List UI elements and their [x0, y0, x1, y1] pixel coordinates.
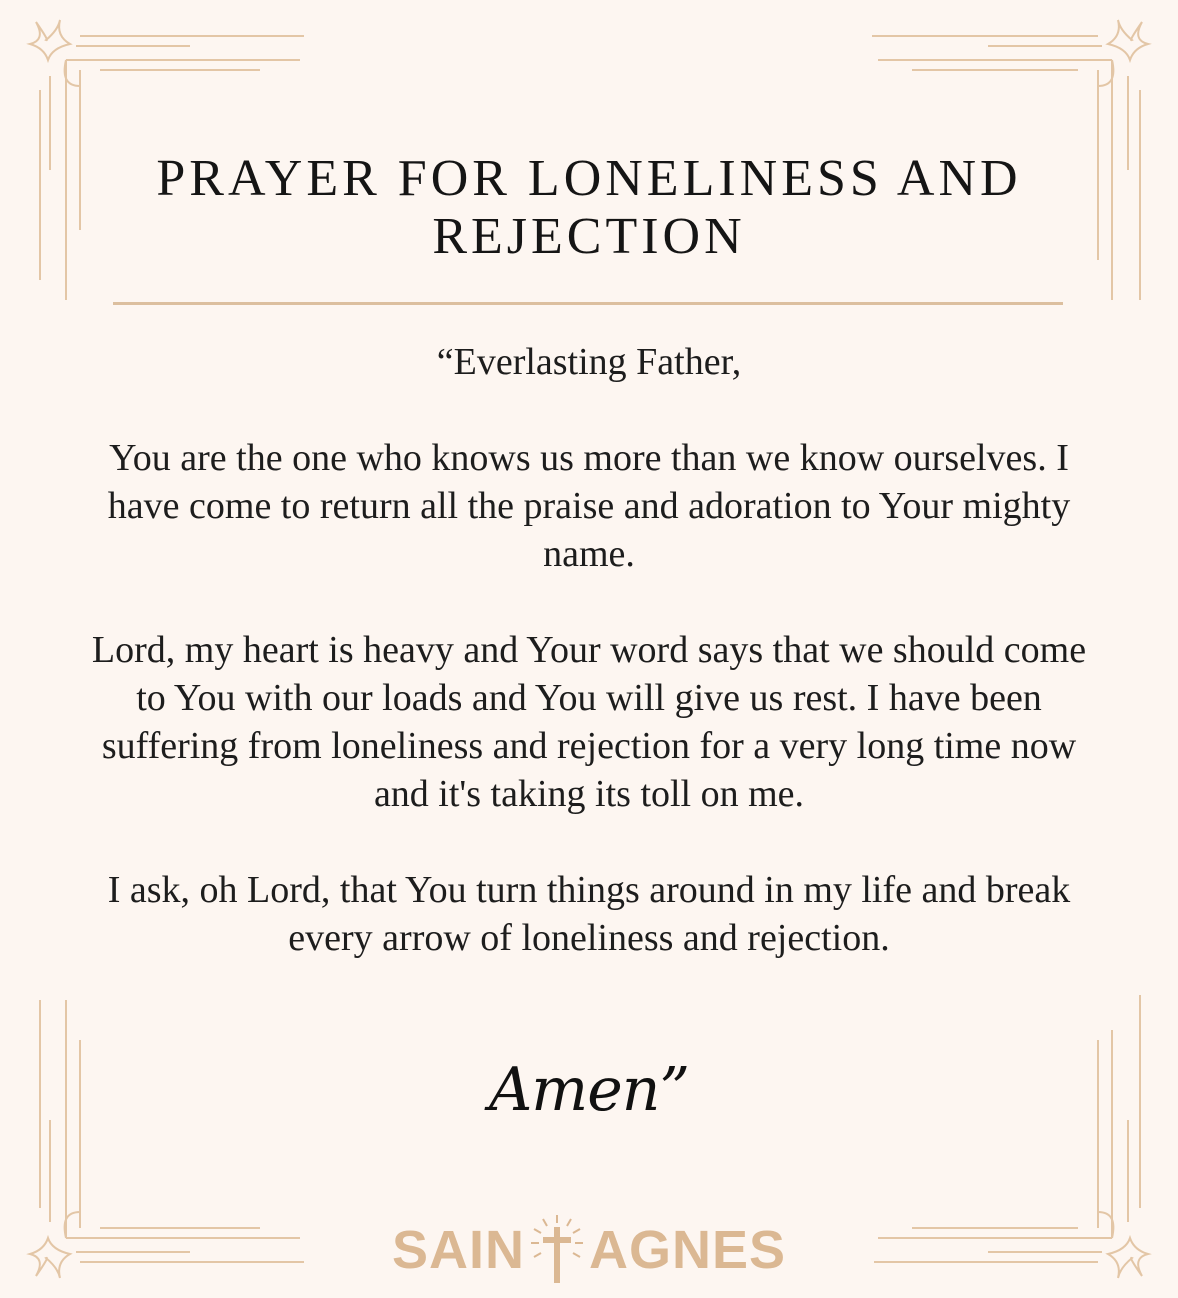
- title-divider: [113, 302, 1063, 305]
- prayer-paragraph-1: You are the one who knows us more than we know ourselves. I have come to return all the praise and adoration to Your mighty name.: [107, 437, 1071, 575]
- cross-sunburst-icon: [529, 1213, 585, 1287]
- page-title: PRAYER FOR LONELINESS AND REJECTION: [156, 150, 1022, 265]
- prayer-paragraph-2: Lord, my heart is heavy and Your word says that we should come to You with our loads and You will give us rest. I have been suffering from loneliness and rejection for a very long time now and it's taking its toll on me.: [91, 629, 1087, 815]
- prayer-body: [90, 338, 1088, 1010]
- prayer-opening: “Everlasting Father,: [436, 341, 742, 383]
- corner-ornament-bottom-right: [874, 995, 1148, 1278]
- brand-logo: [379, 1210, 799, 1290]
- prayer-paragraph-3: I ask, oh Lord, that You turn things around in my life and break every arrow of loneliness and rejection.: [107, 869, 1071, 959]
- prayer-closing: Amen”: [488, 1055, 690, 1125]
- brand-text-left: SAIN: [391, 1220, 525, 1280]
- corner-ornament-bottom-left: [30, 1000, 304, 1278]
- brand-text-right: AGNES: [588, 1220, 787, 1280]
